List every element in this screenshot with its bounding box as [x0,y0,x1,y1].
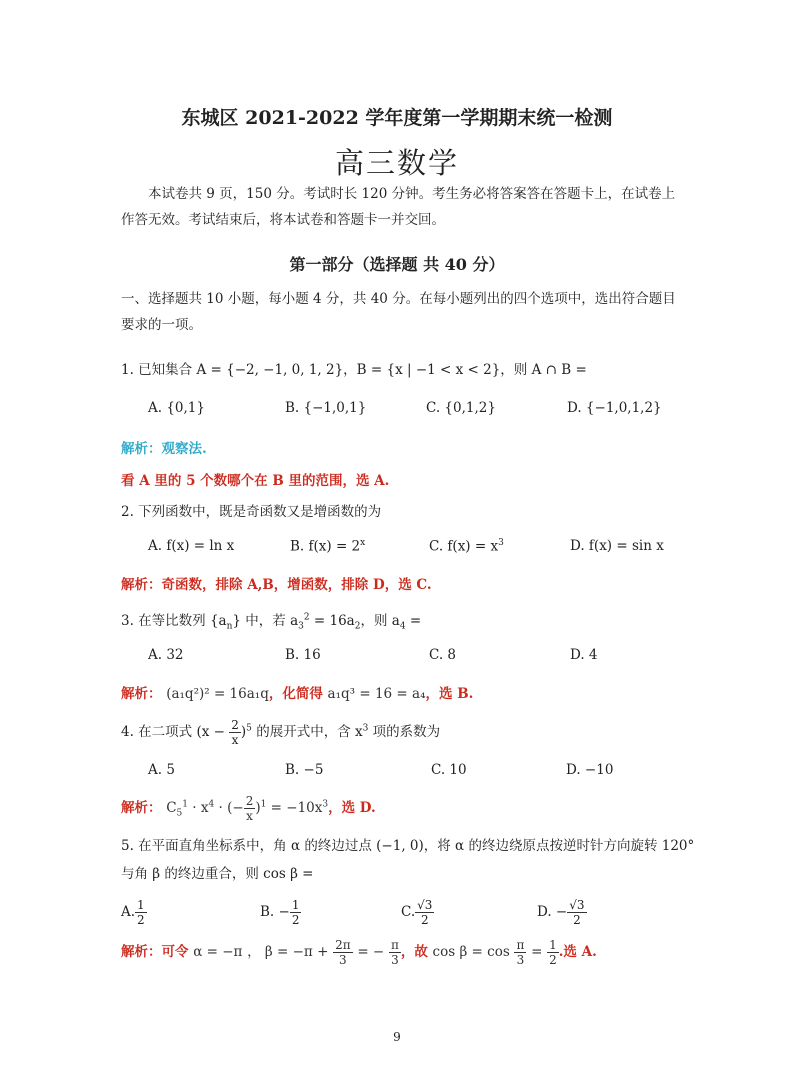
question-4-fraction: $\frac{2}{x}$ [231,718,239,747]
question-4-analysis: 解析： $C_5^1 \cdot x^4$ · (− $\frac{2}{x}$ )$^1 = -10x^3$，选 D. [121,794,376,823]
page-number: 9 [393,1030,401,1044]
question-1-analysis-label: 解析：观察法. [121,441,207,457]
question-5-analysis: 解析：可令 α = −π ， β = −π + $\frac{2\pi}{3}$ = − $\frac{\pi}{3}$ ，故 cos β = cos $\frac{\pi}{3}$ = $\frac{1}{2}$ .选 A. [121,938,597,967]
question-2-option-b: B. $f(x) = 2^x$ [290,538,366,555]
question-2-analysis: 解析：奇函数，排除 A,B，增函数，排除 D，选 C. [121,577,432,593]
question-2-option-c: C. $f(x) = x^3$ [429,538,504,555]
question-3-option-a: A. 32 [148,647,184,663]
question-3-stem: 3. 在等比数列 $\{a_n\}$ 中，若 $a_3^2 = 16a_2$，则 $a_4$ = [121,612,422,632]
question-1-analysis: 看 A 里的 5 个数哪个在 B 里的范围，选 A. [121,473,390,489]
question-1-option-d: D. {−1,0,1,2} [567,400,662,416]
document-title: 东城区 2021-2022 学年度第一学期期末统一检测 [181,107,613,129]
question-3-analysis: 解析： (a₁q²)² = 16a₁q，化简得 a₁q³ = 16 = a₄，选 B. [121,686,474,702]
question-3-option-c: C. 8 [429,647,457,663]
question-2-option-a: A. f(x) = ln x [148,538,235,554]
question-5-option-d: D. − $\frac{√3}{2}$ [537,898,585,927]
question-5-line-1: 5. 在平面直角坐标系中，角 α 的终边过点 (−1, 0)，将 α 的终边绕原点按逆时针方向旋转 120° [121,838,695,854]
question-2-option-d: D. f(x) = sin x [570,538,664,554]
question-4-option-c: C. 10 [431,762,467,778]
question-1-option-c: C. {0,1,2} [426,400,496,416]
question-5-option-a: A. $\frac{1}{2}$ [121,898,145,927]
question-5-line-2: 与角 β 的终边重合，则 cos β = [121,866,314,882]
question-1-stem: 1. 已知集合 A = {−2, −1, 0, 1, 2}，B = {x | −1 < x < 2}，则 A ∩ B = [121,362,587,378]
section-instruction-2: 要求的一项。 [121,317,202,333]
intro-line-2: 作答无效。考试结束后，将本试卷和答题卡一并交回。 [121,212,445,228]
section-heading: 第一部分（选择题 共 40 分） [289,255,505,274]
question-5-option-c: C. $\frac{√3}{2}$ [401,898,433,927]
question-3-option-d: D. 4 [570,647,598,663]
question-2-stem: 2. 下列函数中，既是奇函数又是增函数的为 [121,504,382,520]
question-4-option-b: B. −5 [285,762,324,778]
question-1-option-a: A. {0,1} [148,400,205,416]
question-1-option-b: B. {−1,0,1} [285,400,367,416]
section-instruction-1: 一、选择题共 10 小题，每小题 4 分，共 40 分。在每小题列出的四个选项中，选出符合题目 [121,291,676,307]
question-4-option-d: D. −10 [566,762,614,778]
question-5-option-b: B. − $\frac{1}{2}$ [260,898,300,927]
question-4-stem: 4. 在二项式 (x − $\frac{2}{x}$ )$^5$ 的展开式中，含 $x^3$ 项的系数为 [121,718,441,747]
document-subtitle: 高三数学 [334,146,459,180]
question-4-option-a: A. 5 [148,762,175,778]
intro-line-1: 本试卷共 9 页，150 分。考试时长 120 分钟。考生务必将答案答在答题卡上，在试卷上 [148,186,676,202]
question-3-option-b: B. 16 [285,647,321,663]
